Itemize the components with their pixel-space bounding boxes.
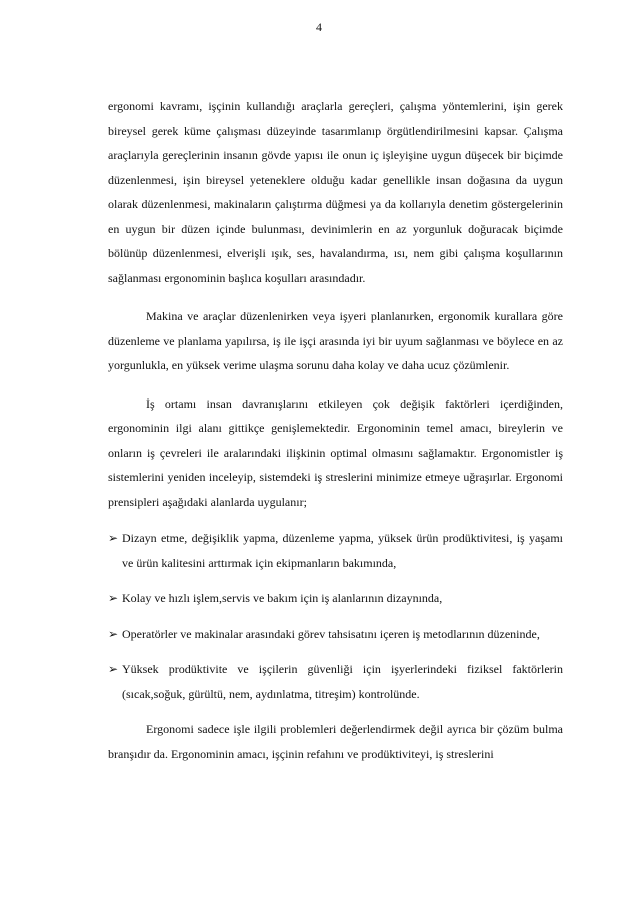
arrow-bullet-icon: ➢ <box>108 626 119 641</box>
arrow-bullet-icon: ➢ <box>108 531 119 545</box>
list-item: ➢ Dizayn etme, değişiklik yapma, düzenleme yapma, yüksek ürün prodüktivitesi, iş yaşamı ve ürün kalitesini arttırmak için ekipmanların bakımında, <box>108 526 563 575</box>
paragraph-ergonomics-scope: ergonomi kavramı, işçinin kullandığı araçlarla gereçleri, çalışma yöntemlerini, işin gerek bireysel gerek küme çalışması düzeyinde tasarımlanıp örgütlendirilmesini kapsar. Çalışma araçlarıyla gereçlerinin insanın gövde yapısı ile onun iç işleyişine uygun düşecek bir biçimde düzenlenmesi, işin bireysel yeteneklere olduğu kadar genellikle insan doğasına da uygun olarak düzenlenmesi, makinaların çalıştırma düğmesi ya da kollarıyla denetim göstergelerinin en uygun bir düzen içinde bulunması, devinimlerin en az yorgunluk doğuracak biçimde bölünüp düzenlenmesi, elverişli ışık, ses, havalandırma, ısı, nem gibi çalışma koşullarının sağlanması ergonominin başlıca koşulları arasındadır. <box>108 99 563 285</box>
arrow-bullet-icon: ➢ <box>108 591 119 605</box>
paragraph-ergonomics-purpose: Ergonomi sadece işle ilgili problemleri değerlendirmek değil ayrıca bir çözüm bulma branşıdır da. Ergonominin amacı, işçinin refahını ve prodüktiviteyi, iş streslerini <box>108 722 563 761</box>
list-item: ➢ Yüksek prodüktivite ve işçilerin güvenliği için işyerlerindeki fiziksel faktörlerin (sıcak,soğuk, gürültü, nem, aydınlatma, titreşim) kontrolünde. <box>108 657 563 706</box>
page-number: 4 <box>316 20 322 34</box>
list-item: ➢ Kolay ve hızlı işlem,servis ve bakım için iş alanlarının dizaynında, <box>108 586 563 611</box>
paragraph-work-environment: İş ortamı insan davranışlarını etkileyen çok değişik faktörleri içerdiğinden, ergonominin ilgi alanı gittikçe genişlemektedir. Ergonominin temel amacı, bireylerin ve onların iş çevreleri ile aralarındaki ilişkinin optimal olmasını sağlamaktır. Ergonomistler iş sistemlerini yeniden inceleyip, sistemdeki iş streslerini minimize etmeye uğraşırlar. Ergonomi prensipleri aşağıdaki alanlarda uygulanır; <box>108 396 563 509</box>
document-body <box>108 94 563 766</box>
application-areas-list <box>108 526 563 706</box>
arrow-bullet-icon: ➢ <box>108 662 119 676</box>
list-item: ➢ Operatörler ve makinalar arasındaki görev tahsisatını içeren iş metodlarının düzeninde, <box>108 622 563 647</box>
paragraph-machine-layout: Makina ve araçlar düzenlenirken veya işyeri planlanırken, ergonomik kurallara göre düzenleme ve planlama yapılırsa, iş ile işçi arasında iyi bir uyum sağlanması ve böylece en az yorgunlukla, en yüksek verime ulaşma sorunu daha kolay ve daha ucuz çözümlenir. <box>108 309 563 372</box>
